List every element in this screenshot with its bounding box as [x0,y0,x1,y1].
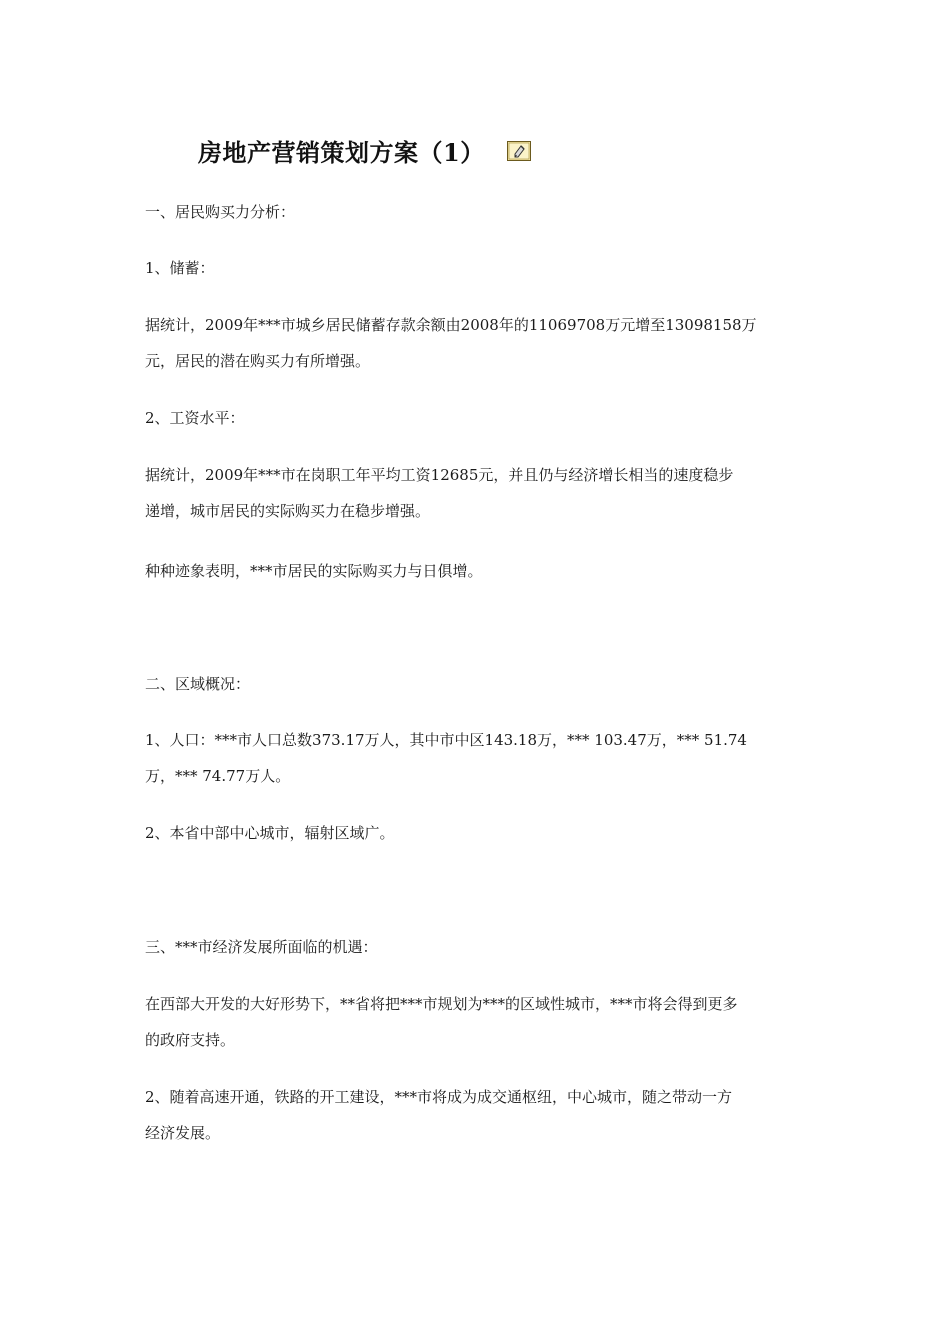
paragraph-summary: 种种迹象表明，***市居民的实际购买力与日俱增。 [145,562,483,580]
section-heading-region: 二、区域概况： [145,675,251,693]
document-edit-icon[interactable] [507,141,531,161]
paragraph-population-line-2: 万，*** 74.77万人。 [145,767,291,785]
paragraph-west-development-line-2: 的政府支持。 [145,1031,236,1049]
subheading-savings: 1、储蓄： [145,259,215,277]
title-row [198,133,531,168]
paragraph-west-development-line-1: 在西部大开发的大好形势下，**省将把***市规划为***的区域性城市，***市将会得到更多 [145,995,738,1013]
paragraph-savings-line-2: 元，居民的潜在购买力有所增强。 [145,352,371,370]
paragraph-transport-line-2: 经济发展。 [145,1124,221,1142]
paragraph-wages-line-1: 据统计，2009年***市在岗职工年平均工资12685元，并且仍与经济增长相当的速度稳步 [145,466,734,484]
section-heading-purchasing-power: 一、居民购买力分析： [145,203,296,221]
section-heading-opportunities: 三、***市经济发展所面临的机遇： [145,938,378,956]
paragraph-population-line-1: 1、人口：***市人口总数373.17万人，其中市中区143.18万，*** 103.47万，*** 51.74 [145,731,747,749]
document-title: 房地产营销策划方案（1） [198,138,485,167]
subheading-wages: 2、工资水平： [145,409,245,427]
paragraph-central-city: 2、本省中部中心城市，辐射区域广。 [145,824,395,842]
paragraph-savings-line-1: 据统计，2009年***市城乡居民储蓄存款余额由2008年的11069708万元增至13098158万 [145,316,757,334]
paragraph-wages-line-2: 递增，城市居民的实际购买力在稳步增强。 [145,502,431,520]
paragraph-transport-line-1: 2、随着高速开通，铁路的开工建设，***市将成为成交通枢纽，中心城市，随之带动一方 [145,1088,733,1106]
